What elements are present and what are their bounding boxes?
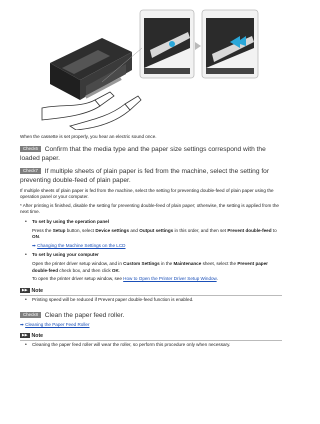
intro-text: When the cassette is set properly, you hear an electric sound once. [20,134,157,139]
note-icon: ▶▶ [22,333,28,337]
check8-heading [20,311,282,320]
note-divider [20,295,282,296]
check6-heading-text: Confirm that the media type and the paper size settings correspond with the loaded paper. [20,145,266,162]
operation-panel-bullet [20,219,282,226]
computer-steps [20,261,282,274]
pc-open-text: To open the printer driver setup window, see [32,276,124,282]
op-text-a: Press the [32,227,53,233]
pc-maintenance: Maintenance [173,260,202,266]
note-icon: ▶▶ [22,287,28,292]
check8-note [20,332,282,349]
op-on: ON [32,234,39,240]
pc-ok: OK [111,267,119,273]
op-text-d: in this order, and then set [173,227,228,233]
op-setup: Setup [52,227,66,233]
check7-heading-text: If multiple sheets of plain paper is fed from the machine, select the setting for preventing double-feed of plain paper. [20,167,270,184]
op-text-c: and [129,227,140,233]
pc-text-d: check box, and then click [58,267,112,273]
operation-panel-steps [20,228,282,241]
arrow-right-icon [195,42,201,50]
pc-open-end: . [216,276,218,282]
check7-para2: * After printing is finished, disable the setting for preventing double-feed of plain paper; otherwise, the setting is applied from the next time. [20,202,279,215]
arrow-right-icon: ➡ [32,242,36,248]
printer-drawing [50,38,132,100]
lcd-settings-link[interactable]: Changing the Machine Settings on the LCD [37,242,126,248]
operation-panel-title: To set by using the operation panel [32,218,109,224]
pc-text-a: Open the printer driver setup window, and in [32,260,124,266]
pc-prevent-double-feed: Prevent paper double-feed [32,260,268,273]
check7-note-head [20,287,282,295]
check7-note [20,287,282,304]
driver-setup-link[interactable]: How to Open the Printer Driver Setup Window [123,276,217,282]
check8-note-head [20,332,282,340]
check6-badge: Check6 [20,146,41,152]
cassette-illustration [40,8,260,130]
document-body [20,134,282,353]
check8-badge: Check8 [20,312,41,318]
note-divider [20,340,282,341]
op-output-settings: Output settings [139,227,174,233]
pc-text-e: . [118,267,121,273]
operation-panel-link-row [20,243,282,250]
inset-panel-left [140,10,194,78]
pc-text-c: sheet, select the [201,260,238,266]
check8-note-text: • Cleaning the paper feed roller will wear the roller, so perform this procedure only when necessary. [20,342,282,349]
check7-para1: If multiple sheets of plain paper is fed from the machine, select the setting for preventing double-feed of plain paper using the operation panel or your computer. [20,187,274,200]
check8-heading-text: Clean the paper feed roller. [44,312,125,320]
check7-heading [20,167,282,185]
computer-bullet [20,252,282,259]
paper-feed-roller-link[interactable]: Cleaning the Paper Feed Roller [25,322,90,328]
check7-note-label: Note [31,287,44,294]
op-text-b: button, select [65,227,96,233]
op-prevent-double-feed: Prevent double-feed [227,227,272,233]
check7-note-text: • Printing speed will be reduced if Prevent paper double-feed function is enabled. [20,297,282,304]
inset-panel-right [202,10,258,78]
op-text-f: . [38,234,41,240]
pc-custom-settings: Custom Settings [123,260,160,266]
check7-badge: Check7 [20,168,41,174]
op-device-settings: Device settings [95,227,130,233]
check6-heading [20,145,282,163]
computer-open-row [20,276,282,283]
check8-link-row [20,322,282,329]
computer-title: To set by using your computer [32,252,99,258]
check8-note-label: Note [31,333,44,339]
pc-text-b: in the [159,260,174,266]
op-text-e: to [271,227,277,233]
arrow-right-icon: ➡ [20,322,24,328]
hands-drawing [42,92,141,130]
